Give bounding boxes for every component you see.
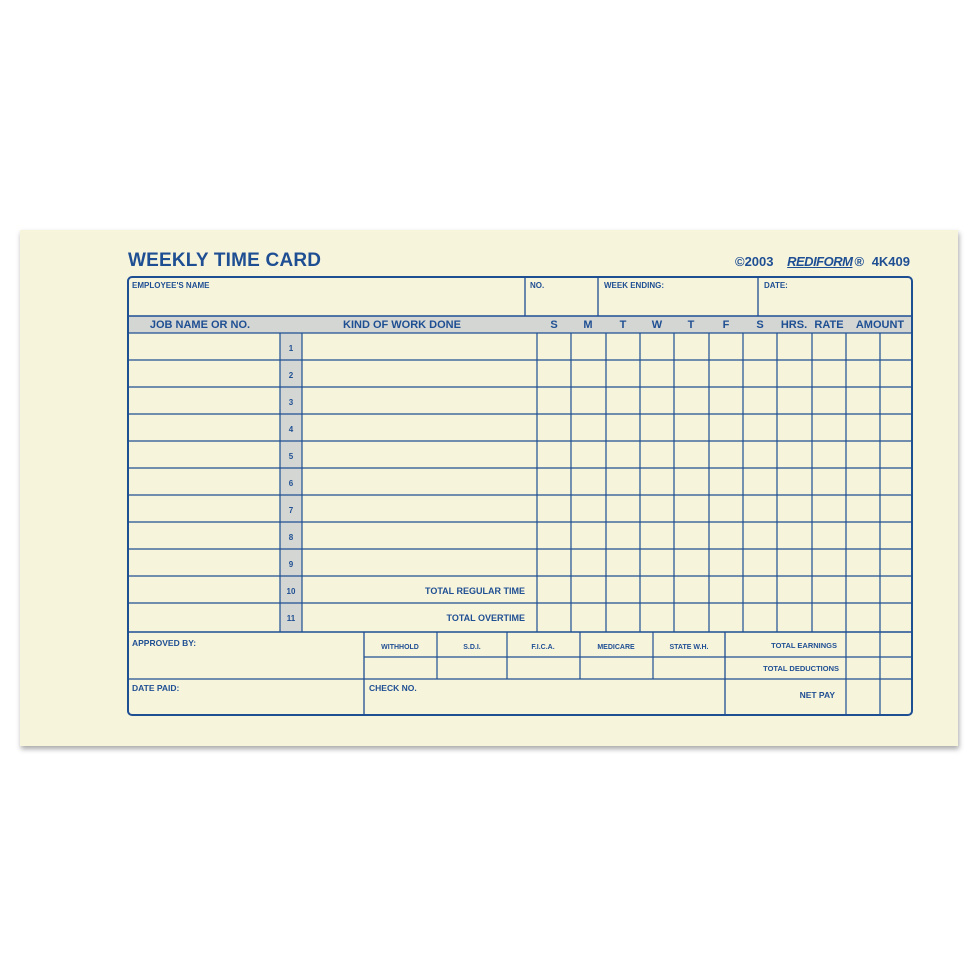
work-column-header: KIND OF WORK DONE: [343, 319, 461, 331]
registered-mark: ®: [854, 254, 865, 269]
state-wh-label: STATE W.H.: [669, 644, 709, 651]
row-number-column: [280, 316, 302, 632]
form-code: 4K409: [871, 254, 910, 269]
time-card: [20, 230, 958, 746]
total-earnings-label: TOTAL EARNINGS: [771, 641, 837, 650]
week-ending-label: WEEK ENDING:: [604, 281, 664, 290]
job-column-header: JOB NAME OR NO.: [149, 319, 251, 331]
medicare-label: MEDICARE: [597, 644, 635, 651]
date-label: DATE:: [764, 281, 788, 290]
day-header-sat: S: [756, 319, 764, 331]
day-header-fri: F: [722, 319, 730, 331]
row-number: 5: [288, 452, 294, 461]
sdi-label: S.D.I.: [463, 644, 481, 651]
time-card-grid: [20, 230, 958, 746]
no-label: NO.: [530, 281, 545, 290]
row-number: 9: [288, 560, 294, 569]
row-number: 6: [288, 479, 294, 488]
form-title: WEEKLY TIME CARD: [128, 250, 322, 271]
fica-label: F.I.C.A.: [531, 644, 555, 651]
row-number: 2: [288, 371, 294, 380]
day-header-wed: W: [651, 319, 663, 331]
check-no-label: CHECK NO.: [369, 683, 417, 693]
date-paid-label: DATE PAID:: [132, 683, 180, 693]
row-number: 8: [288, 533, 294, 542]
employee-name-label: EMPLOYEE'S NAME: [132, 281, 210, 290]
row-number: 1: [288, 344, 294, 353]
day-header-tue: T: [619, 319, 627, 331]
rediform-logo: REDIFORM: [787, 254, 853, 269]
approved-by-label: APPROVED BY:: [132, 638, 197, 648]
day-header-thu: T: [687, 319, 695, 331]
day-header-mon: M: [583, 319, 593, 331]
row-number: 11: [286, 614, 296, 623]
amount-header: AMOUNT: [855, 319, 905, 331]
total-regular-time-label: TOTAL REGULAR TIME: [425, 586, 525, 596]
hrs-header: HRS.: [780, 319, 808, 331]
row-number: 3: [288, 398, 294, 407]
day-header-sun: S: [550, 319, 558, 331]
rate-header: RATE: [814, 319, 844, 331]
total-overtime-label: TOTAL OVERTIME: [446, 613, 525, 623]
net-pay-label: NET PAY: [799, 690, 835, 700]
row-number: 10: [286, 587, 296, 596]
row-number: 7: [288, 506, 294, 515]
total-deductions-label: TOTAL DEDUCTIONS: [763, 664, 839, 673]
withhold-label: WITHHOLD: [381, 644, 419, 651]
copyright-text: ©2003: [735, 254, 774, 269]
row-number: 4: [288, 425, 294, 434]
